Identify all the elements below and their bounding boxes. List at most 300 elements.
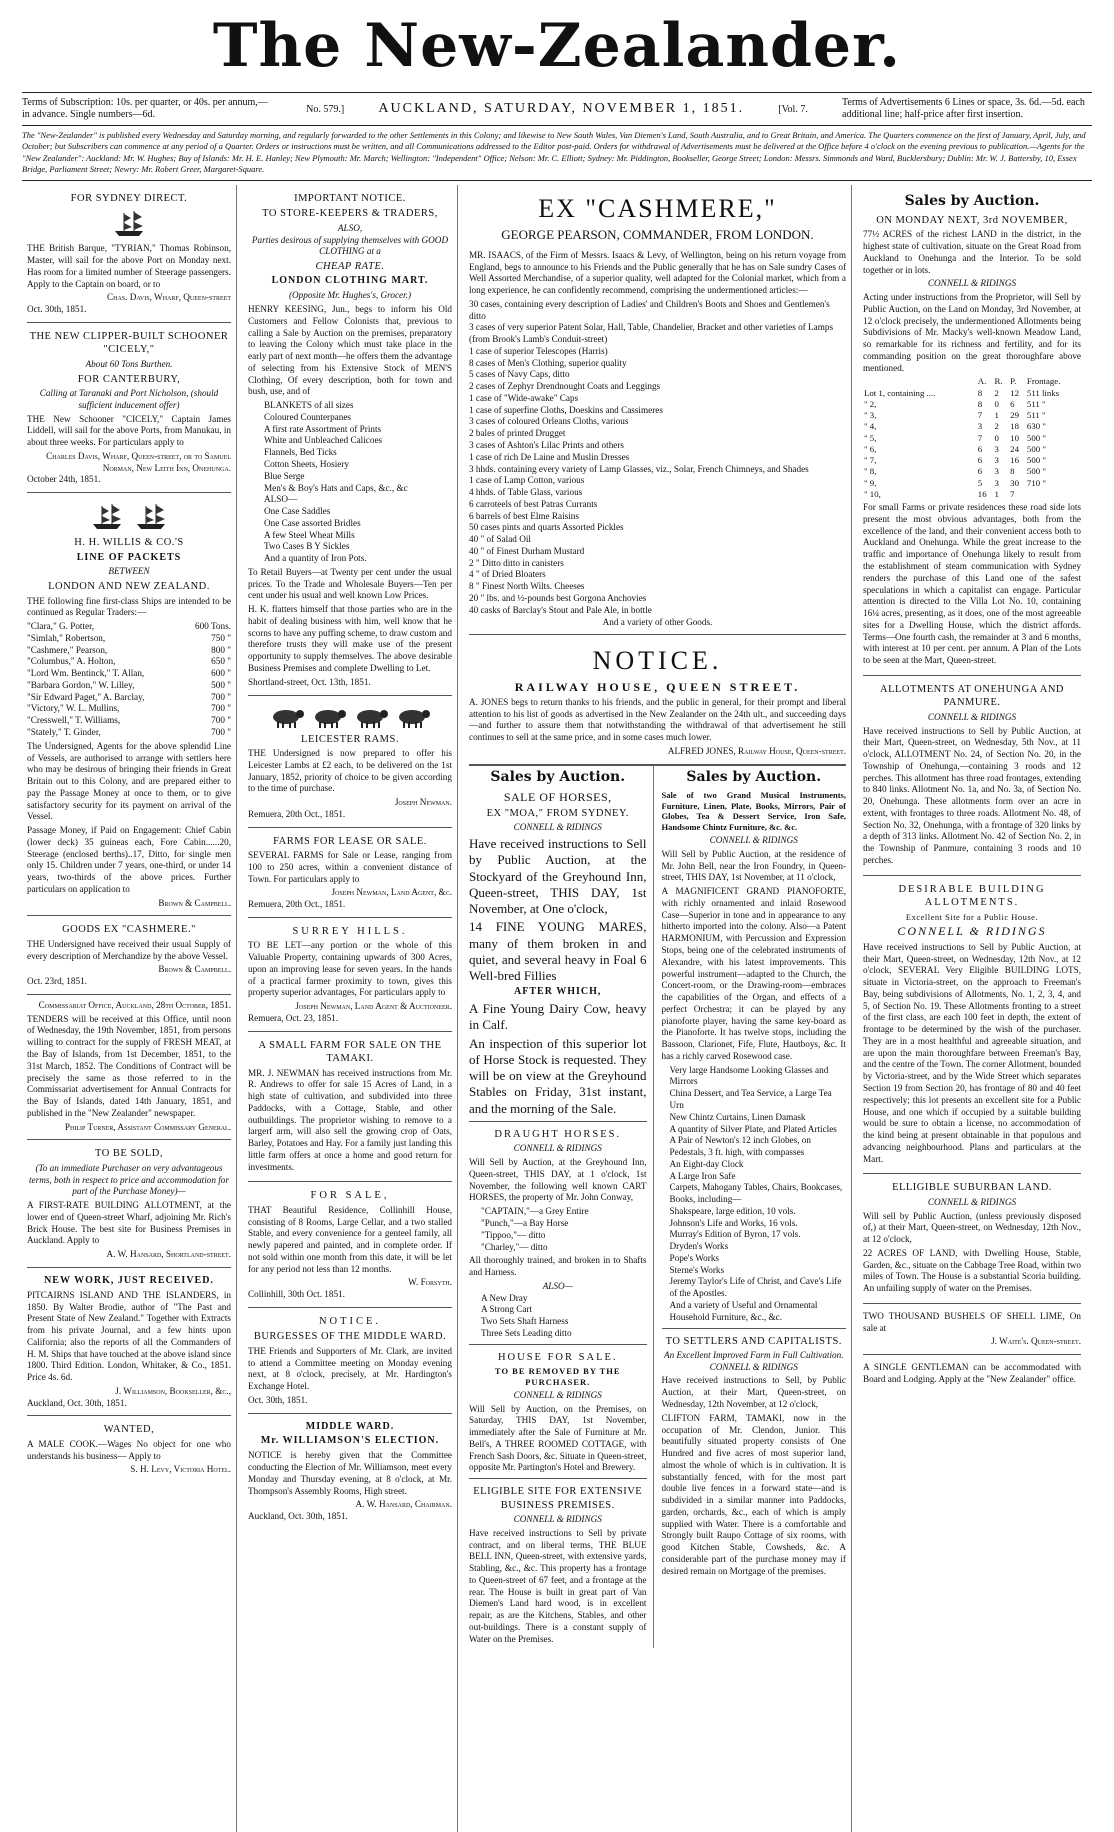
ad-draught-horses <box>469 1121 647 1340</box>
ad-heading-2: FOR CANTERBURY, <box>77 373 181 385</box>
table-cell: 6 <box>977 466 983 477</box>
stock-item: One Case Saddles <box>264 506 331 517</box>
table-cell: 6 <box>977 443 983 454</box>
ad-title: EX "CASHMERE," <box>538 193 777 223</box>
ad-subheading: About 60 Tons Burthen. <box>85 358 173 369</box>
ad-for-sale <box>248 1182 452 1308</box>
subscription-bar <box>22 92 1092 126</box>
table-cell: " 6, <box>864 443 877 454</box>
ship-list-item <box>27 692 231 704</box>
cargo-item: 4 hhds. of Table Glass, various <box>469 487 583 498</box>
lots-table <box>863 376 1081 500</box>
cargo-item: 6 barrels of best Elme Raisins <box>469 510 579 521</box>
ad-signature: J. Williamson, Bookseller, &c., <box>115 1385 231 1396</box>
extras-item: A Strong Cart <box>481 1304 533 1315</box>
ad-dateline: Commissariat Office, Auckland, 28th October, 1851. <box>38 999 231 1010</box>
stock-item: Cotton Sheets, Hosiery <box>264 459 349 469</box>
ad-heading: NEW WORK, JUST RECEIVED. <box>44 1274 214 1286</box>
ad-body: NOTICE is hereby given that the Committee conducting the Election of Mr. Williamson, meet every Monday and Thursday evening, at 8 o'clock, at Mr. Thompson's Assembly Rooms, High street. <box>248 1450 452 1496</box>
ad-body: 77½ ACRES of the richest LAND in the district, in the highest state of cultivation, situate on the Great Road from Auckland to Onehunga and the Interior. To be sold together or in lots. <box>863 229 1081 275</box>
ad-body: HENRY KEESING, Jun., begs to inform his Old Customers and Fellow Colonists that, previous to calling a Sale by Auction on the premises, preparatory to leaving the Colony which must take place in the early part of next month—he offers them the advantage of selecting from his Extensive Stock of MEN'S Clothing, Of every description, both for town and bush, use, and of <box>248 304 452 397</box>
ad-body: A. JONES begs to return thanks to his friends, and the public in general, for their prompt and liberal attention to his list of goods as advertised in the New Zealander on the 24th ult., and succeeding days—and further to assure them that notwithstanding the withdrawal of that advertisement he still continues to sell at the same price, and in some cases much lower. <box>469 696 846 743</box>
table-cell: 511 links <box>1026 387 1060 398</box>
ad-new-work <box>27 1268 231 1416</box>
ad-eligible-site <box>469 1478 647 1645</box>
table-row <box>863 455 1081 466</box>
ad-route: LONDON AND NEW ZEALAND. <box>48 581 210 593</box>
ad-body: SEVERAL FARMS for Sale or Lease, ranging from 100 to 250 acres, within a convenient distance of Town. For particulars apply to <box>248 850 452 884</box>
horse-item: "CAPTAIN,"—a Grey Entire <box>481 1206 589 1217</box>
table-cell: 2 <box>994 421 999 432</box>
ad-desirable <box>863 876 1081 1175</box>
table-cell: " 2, <box>864 398 877 409</box>
ad-heading: SURREY HILLS. <box>292 925 408 937</box>
ship-name: "Cresswell," T. Williams, <box>27 715 121 726</box>
furniture-item: An Eight-day Clock <box>669 1158 744 1169</box>
ad-farms-lease <box>248 828 452 918</box>
columns <box>22 185 1092 1832</box>
ship-list-item <box>27 668 231 680</box>
ad-heading: ALLOTMENTS AT ONEHUNGA AND PANMURE. <box>879 683 1064 709</box>
ad-heading: HOUSE FOR SALE. <box>497 1351 618 1363</box>
horse-list <box>469 1206 647 1253</box>
stock-item: A first rate Assortment of Prints <box>264 423 382 434</box>
auction-left <box>469 766 654 1648</box>
ad-intro: THE following fine first-class Ships are intended to be continued as Regular Traders:— <box>27 595 231 618</box>
ad-leicester-rams <box>248 696 452 828</box>
auctioneer-name: CONNELL & RIDINGS <box>709 1361 798 1372</box>
ad-subheading-2: Parties desirous of supplying themselves with GOOD CLOTHING at a <box>251 234 449 257</box>
ship-illustration <box>27 502 231 532</box>
table-row <box>863 388 1081 399</box>
table-cell: 3 <box>994 443 999 454</box>
ship-name: "Columbus," A. Holton, <box>27 656 116 667</box>
table-header-row <box>863 376 1081 387</box>
ad-goods-cashmere <box>27 916 231 995</box>
ad-heading: DESIRABLE BUILDING ALLOTMENTS. <box>898 883 1046 909</box>
ad-heading: IMPORTANT NOTICE. <box>294 192 406 204</box>
extras-item: A New Dray <box>481 1292 528 1303</box>
table-cell: 29 <box>1010 410 1019 421</box>
ad-heading: MIDDLE WARD. <box>305 1420 395 1432</box>
ad-lead: Sale of two Grand Musical Instruments, Furniture, Linen, Plate, Books, Mirrors, Pair of Globes, Tea & Dessert Service, Iron Safe, Handsome Chintz Furniture, &c. &c. <box>661 789 846 833</box>
ad-body: A FIRST-RATE BUILDING ALLOTMENT, at the lower end of Queen-street Wharf, adjoining Mr. Rich's Brick House. The best site for Business Premises in Auckland. Apply to <box>27 1200 231 1246</box>
ship-list-item <box>27 621 231 633</box>
ship-name: "Barbara Gordon," W. Lilley, <box>27 679 135 690</box>
ad-body: Have received instructions to Sell, by Public Auction, at their Mart, Queen-street, on Wednesday, 12th November, at 12 o'clock, <box>661 1375 846 1410</box>
table-cell: 2 <box>994 387 999 398</box>
table-cell: Lot 1, containing .... <box>864 387 936 398</box>
ad-retail: To Retail Buyers—at Twenty per cent under the usual prices. To the Trade and Wholesale Buyers—Ten per cent under his usual and well known Low Prices. <box>248 566 452 601</box>
table-cell: 511 " <box>1026 410 1046 421</box>
column-2 <box>243 185 458 1832</box>
ad-piano: A MAGNIFICENT GRAND PIANOFORTE, with richly ornamented and inlaid Rosewood Case—Superior in tone and in appearance to any hitherto imported into the colony. Also—a Patent HARMONIUM, with Percussion and Expression Stops, being one of the celebrated instruments of Alexandre, with his latest improvements. This powerful instrument—adapted to the Church, the Concert-room, or the Drawing-room—embraces the capabilities of the Organ, and effects of a perfect Orchestra; it can be played by any pianoforte player, having the same key-board as the Pianoforte. It has twelve stops, including the Bassoon, Clarionet, Fife, Flute, Hautboys, &c. It has a richly carved Rosewood case. <box>661 886 846 1061</box>
ad-body: TO BE LET—any portion or the whole of this Valuable Property, containing upwards of 300 Acres, upon an improving lease for seven years. In the hands of a practical farmer proximity to town, gives this property superior advantages, For particulars apply to <box>248 940 452 998</box>
ad-settlers <box>662 1328 847 1578</box>
ad-mart-title: LONDON CLOTHING MART. <box>271 275 429 287</box>
furniture-item: Very large Handsome Looking Glasses and Mirrors <box>669 1064 829 1087</box>
table-row <box>863 410 1081 421</box>
table-cell: " 9, <box>864 477 877 488</box>
ad-date: Oct. 30th, 1851. <box>27 304 87 315</box>
dateline: AUCKLAND, SATURDAY, NOVEMBER 1, 1851. <box>378 101 745 116</box>
ship-name: "Cashmere," Pearson, <box>27 644 108 655</box>
ship-list-item <box>27 703 231 715</box>
furniture-item: Carpets, Mahogany Tables, Chairs, Bookcases, Books, including— <box>669 1182 843 1205</box>
table-cell: 500 " <box>1026 443 1046 454</box>
furniture-item: Jeremy Taylor's Life of Christ, and Cave's Life of the Apostles. <box>669 1276 842 1299</box>
extras-list <box>469 1293 647 1340</box>
ad-subtitle: RAILWAY HOUSE, QUEEN STREET. <box>514 679 801 694</box>
table-header-cell: R. <box>994 376 1003 387</box>
stock-item: Coloured Counterpanes <box>264 411 352 422</box>
cargo-item: 5 cases of Navy Caps, ditto <box>469 369 570 380</box>
ad-date: Remuera, 20th Oct., 1851. <box>248 808 346 819</box>
ram-icon <box>395 705 431 729</box>
ad-intro: MR. ISAACS, of the Firm of Messrs. Isaacs & Levy, of Wellington, being on his return voyage from England, begs to announce to his Friends and the Public generally that he has on Sale sundry Cases of Well Assorted Merchandise, of a superior quality, well adapted for the Colonial market, which from a long experience, he can confidently recommend, comprising the undermentioned articles:— <box>469 249 846 296</box>
extras-item: Three Sets Leading ditto <box>481 1327 572 1338</box>
cargo-item: 2 bales of printed Drugget <box>469 428 566 439</box>
furniture-item: A Pair of Newton's 12 inch Globes, on Pedestals, 3 ft. high, with compasses <box>669 1135 811 1158</box>
furniture-item: Dryden's Works <box>669 1241 729 1252</box>
ad-date: Auckland, Oct. 30th, 1851. <box>248 1511 348 1522</box>
ad-date: Collinhill, 30th Oct. 1851. <box>248 1289 345 1300</box>
ad-body: THAT Beautiful Residence, Collinhill House, consisting of 8 Rooms, Large Cellar, and a two stalled Stable, and every convenience for a genteel family, all newly papered and painted, and in complete order. If not sold within one month from this date, it will be let for any period not less than 12 months. <box>248 1204 452 1274</box>
cargo-list <box>469 299 846 628</box>
furniture-item: And a variety of Useful and Ornamental Household Furniture, &c., &c. <box>669 1299 818 1322</box>
ad-also: ALSO— <box>542 1280 573 1291</box>
ad-body: Have received instructions to Sell by Public Auction, at their Mart, Queen-street, on Wednesday, 12th Nov., at 12 o'clock, SEVERAL Very Eligible BUILDING LOTS, situate in Victoria-street, on the approach to Freeman's Bay, being subdivisions of Allotments, No. 1, 2, 3, 4, and 5, of Section No. 19. These Allotments fronting to a street of the first class, are each 100 feet in depth, the extent of frontage to be determined by the wish of the purchaser. They are in a most healthful and agreeable situation, and are upon the main thoroughfare between Freeman's Bay, and the centre of the Town. The corner Allotment, bounded by Victoria-street, and by the Wide Street which separates Section 19 from Section 20, has frontage of 80 and 40 feet respectively; this lot presents an excellent site for a Public House, and one which if occupied by a suitable building would be sure to obtain a license, no accommodation of the kind being at present obtainable in that populous and advancing neighbourhood. Plans and particulars at the Mart. <box>863 941 1081 1164</box>
section-heading: Sales by Auction. <box>490 768 626 785</box>
table-cell: " 3, <box>864 410 877 421</box>
cargo-item: 1 case of superfine Cloths, Doeskins and Cassimeres <box>469 404 663 415</box>
ship-list <box>27 621 231 739</box>
ram-icon <box>353 705 389 729</box>
ad-ex-cashmere <box>469 185 846 635</box>
ad-cheap-rate: CHEAP RATE. <box>315 261 385 273</box>
ad-heading: ON MONDAY NEXT, 3rd NOVEMBER, <box>876 214 1068 226</box>
ram-icon <box>311 705 347 729</box>
ad-body: Have received instructions to Sell by Public Auction, at the Stockyard of the Greyhound Inn, Queen-street, THIS DAY, 1st November, at One o'clock, <box>469 836 647 917</box>
auctioneer-name: CONNELL & RIDINGS <box>513 1514 602 1525</box>
ship-list-item <box>27 715 231 727</box>
ad-clifton: CLIFTON FARM, TAMAKI, now in the occupation of Mr. Clendon, Junior. This beautifully situated property consists of One Hundred and five acres of most superior land, almost the whole of which is in cultivation. It is substantially fenced, with for the most part double live fences in a forward state—and is subdivided in a similar manner into Paddocks, garden, orchards, &c., each of which is amply supplied with Water. There is a comfortable and Strongly built Raupo Cottage of six rooms, with good Kitchen Stable, Cowsheds, &c. A considerable part of the purchase money may if desired remain on Mortgage of the premises. <box>661 1412 846 1576</box>
furniture-item: A Large Iron Safe <box>669 1170 736 1181</box>
table-cell: 8 <box>977 398 983 409</box>
ship-list-item <box>27 727 231 739</box>
ad-date: October 24th, 1851. <box>27 474 101 485</box>
furniture-item: Shakspeare, large edition, 10 vols. <box>669 1205 796 1216</box>
table-cell: 3 <box>994 466 999 477</box>
cargo-item: 30 cases, containing every description of Ladies' and Children's Boots and Shoes and Gentlemen's ditto <box>469 298 830 321</box>
horse-item: "Charley,"— ditto <box>481 1241 548 1252</box>
cargo-item: 8 cases of Men's Clothing, superior quality <box>469 357 627 368</box>
auctioneer-name: CONNELL & RIDINGS <box>927 1196 1017 1207</box>
ship-tons: 700 " <box>211 726 231 737</box>
table-cell <box>1026 489 1081 500</box>
stock-item: Men's & Boy's Hats and Caps, &c., &c <box>264 482 408 493</box>
ad-signature: A. W. Hansard, Shortland-street. <box>106 1249 231 1260</box>
column-3 <box>464 185 852 1832</box>
ad-body: A MALE COOK.—Wages No object for one who understands his business— Apply to <box>27 1438 231 1461</box>
table-header-cell: A. <box>977 376 987 387</box>
ship-tons: 500 " <box>211 679 231 690</box>
ad-subheading: TO BE REMOVED BY THE PURCHASER. <box>494 1366 621 1387</box>
ad-allotments <box>863 676 1081 876</box>
cargo-item: 1 case of "Wide-awake" Caps <box>469 392 579 403</box>
stock-item: BLANKETS of all sizes <box>264 400 354 411</box>
table-cell: 7 <box>977 410 983 421</box>
table-row <box>863 466 1081 477</box>
cargo-item: 2 " Ditto ditto in canisters <box>469 557 564 568</box>
ad-body-2: Acting under instructions from the Proprietor, will Sell by Public Auction, on the Land on Monday, 3rd November, at 12 o'clock precisely, the undermentioned Allotments being Subdivisions of Mr. Macky's well-known Meadow Land, so remarkable for its richness and fertility, and for its commanding position on the great thoroughfare above mentioned. <box>863 292 1081 373</box>
ad-railway-house <box>469 635 846 764</box>
ad-signature: ALFRED JONES, Railway House, Queen-street. <box>667 745 846 756</box>
table-cell: 6 <box>1010 398 1015 409</box>
stock-item: And a quantity of Iron Pots. <box>264 553 367 564</box>
ad-heading: ELLIGIBLE SUBURBAN LAND. <box>892 1182 1052 1194</box>
ship-tons: 600 " <box>211 668 231 679</box>
cargo-item: 40 " of Finest Durham Mustard <box>469 545 585 556</box>
table-cell: 500 " <box>1026 466 1046 477</box>
ad-body: MR. J. NEWMAN has received instructions from Mr. R. Andrews to offer for sale 15 Acres of Land, in a high state of cultivation, and subdivided into three Paddocks, with a Cottage, Stable, and other outbuildings. The proprietor wishing to remove to a largerf arm, will also sell the growing crop of Oats, Barley, Potatoes and Hay. For a family just landing this little farm offers at once a home and good return for investments. <box>248 1067 452 1172</box>
ad-also: ALSO, <box>337 222 363 233</box>
ad-willis-packets <box>27 493 231 916</box>
ad-date: Remuera, 20th Oct., 1851. <box>248 899 346 910</box>
table-cell: 0 <box>994 398 999 409</box>
ad-signature: A. W. Hansard, Chairman. <box>355 1499 452 1510</box>
ad-heading: LEICESTER RAMS. <box>301 733 399 745</box>
ship-name: "Clara," G. Potter, <box>27 621 95 632</box>
ad-heading: TO SETTLERS AND CAPITALISTS. <box>665 1335 842 1347</box>
ad-flatters: H. K. flatters himself that those parties who are in the habit of dealing business with him, well know that he scorns to have any puffing scheme, to draw custom and therefore trusts they will make use of the present opportunity to supply themselves. The above desirable Business Premises and complete Dwelling to Let. <box>248 604 452 674</box>
ad-body: THE New Schooner "CICELY," Captain James Liddell, will sail for the above Ports, from Manukau, in about three weeks. For particulars apply to <box>27 413 231 448</box>
auctioneer-name: CONNELL & RIDINGS <box>513 1143 602 1154</box>
ad-body: Will sell by Public Auction, (unless previously disposed of,) at their Mart, Queen-street, on Wednesday, 12th Nov., at 12 o'clock, <box>863 1210 1081 1245</box>
ship-list-item <box>27 633 231 645</box>
furniture-item: China Dessert, and Tea Service, a Large Tea Urn <box>669 1088 832 1110</box>
table-cell: 0 <box>994 432 999 443</box>
cargo-item: 1 case of superior Telescopes (Harris) <box>469 345 608 356</box>
ad-fares: Passage Money, if Paid on Engagement: Chief Cabin (lower deck) 35 guineas each, Fore Cabin......20, Steerage (enclosed berths)..17, Ditto, for single men only 15. Children under 7 years, one-third, or under 14 years, two-thirds of the above prices. Further particulars on application to <box>27 825 231 894</box>
ad-after: AFTER WHICH, <box>514 986 602 998</box>
furniture-item: Murray's Edition of Byron, 17 vols. <box>669 1229 801 1240</box>
ram-icon <box>269 705 305 729</box>
stock-item: Two Cases B Y Sickles <box>264 541 350 552</box>
ad-signature: Charles Davis, Wharf, Queen-street, or to Samuel Norman, New Leith Inn, Onehunga. <box>46 450 231 473</box>
cargo-item: 4 " of Dried Bloaters <box>469 569 546 580</box>
ad-signature: Chas. Davis, Wharf, Queen-street <box>107 292 231 303</box>
furniture-item: Pope's Works <box>669 1252 719 1263</box>
stock-item: Blue Serge <box>264 470 305 481</box>
ship-tons: 700 " <box>211 703 231 714</box>
table-cell: 16 <box>977 488 987 499</box>
ad-tenders <box>27 995 231 1140</box>
auctioneer-name: CONNELL & RIDINGS <box>897 924 1047 939</box>
table-cell: 30 <box>1010 477 1019 488</box>
ad-body: THE Friends and Supporters of Mr. Clark, are invited to attend a Committee meeting on Monday evening next, at 8 o'clock, precisely, at Mr. Hardington's Exchange Hotel. <box>248 1345 452 1392</box>
ad-signature: Philip Turner, Assistant Commissary General. <box>64 1121 231 1132</box>
ad-date: Shortland-street, Oct. 13th, 1851. <box>248 676 371 687</box>
ad-subheading: Excellent Site for a Public House. <box>905 911 1039 922</box>
table-cell: 1 <box>994 488 999 499</box>
ship-icon <box>134 502 168 532</box>
table-cell: 10 <box>1010 432 1019 443</box>
table-cell: 8 <box>977 387 983 398</box>
ship-name: "Victory," W. L. Mullins, <box>27 703 120 714</box>
ad-middle-ward <box>248 1414 452 1529</box>
horse-item: "Tippoo,"— ditto <box>481 1229 546 1240</box>
ad-subheading-2: Calling at Taranaki and Port Nicholson, (should sufficient inducement offer) <box>39 387 219 410</box>
auctioneer-name: CONNELL & RIDINGS <box>513 822 602 833</box>
ad-body: The Undersigned, Agents for the above splendid Line of Vessels, are authorised to arrange with settlers here who may be desirous of bringing their friends in Great Britain out to this Colony, and are prepared either to pay the Passage Money at once to them, or to give satisfactory security for its payment on arrival of the Vessel. <box>27 740 231 822</box>
cargo-item: 6 carroteels of best Patras Currants <box>469 498 598 509</box>
ad-signature: J. Waite's. Queen-street. <box>991 1336 1081 1347</box>
table-cell: 1 <box>994 410 999 421</box>
auction-split <box>469 765 846 1648</box>
ad-subheading: TO STORE-KEEPERS & TRADERS, <box>262 208 438 220</box>
subscription-terms: Terms of Subscription: 10s. per quarter, or 40s. per annum,—in advance. Single numbers—6d. <box>22 97 268 120</box>
ad-shell-lime <box>863 1304 1081 1355</box>
imprint: The "New-Zealander" is published every Wednesday and Saturday morning, and regularly forwarded to the other Settlements in this Colony; and likewise to New South Wales, Van Diemen's Land, South Australia, and to Great Britain, and America. The Quarters commence on the first of January, April, July, and October; but Subscribers can commence at any period of a Quarter. Orders or instructions must be written, and all Communications addressed to the Editor post-paid. Orders for withdrawal of Advertisements must be delivered at the Office before 4 o'clock on the evening previous to publication.—Agents for the "New Zealander": Auckland: Mr. W. Hughes; Bay of Islands: Mr. H. E. Hanley; New Plymouth: Mr. March; Wellington: "Independent" Office; Nelson: Mr. C. Elliott; Sydney: Mr. Piddington, Bookseller, George Street; London: Messrs. Simmonds and Ward, Bucklersbury; Dublin: Mr. W. J. Battersby, 10, Essex Bridge, Parliament Street; Newry: Mr. Robert Greer, Margaret-Square. <box>22 130 1092 181</box>
stock-item: A few Steel Wheat Mills <box>264 529 355 540</box>
furniture-item: New Chintz Curtains, Linen Damask <box>669 1111 806 1122</box>
ship-list-item <box>27 680 231 692</box>
ad-signature: Joseph Newman. <box>394 797 452 808</box>
ship-illustration <box>27 209 231 239</box>
ad-big-lot: 14 FINE YOUNG MARES, many of them broken in and quiet, and several heavy in Foal 6 Well-bred Fillies <box>469 919 647 984</box>
ship-tons: 700 " <box>211 715 231 726</box>
ad-body: Have received instructions to Sell by private contract, and on liberal terms, THE BLUE BELL INN, Queen-street, with extensive yards, Stabling, &c., &c. This property has a frontage to Queen-street of 67 feet, and a frontage at the rear. The House is built in great part of Van Diemen's Land hard wood, is in excellent repair, as are the Kitchens, Stables, and other out-buildings. There is a constant supply of Water on the Premises. <box>469 1527 647 1644</box>
table-cell: " 5, <box>864 432 877 443</box>
cargo-item: 2 cases of Zephyr Drendnought Coats and Leggings <box>469 381 661 392</box>
ad-title: NOTICE. <box>592 646 723 676</box>
table-row <box>863 421 1081 432</box>
table-cell: 8 <box>1010 466 1015 477</box>
table-cell: " 4, <box>864 421 877 432</box>
ad-monday-sale <box>863 185 1081 676</box>
stock-item: White and Unbleached Calicoes <box>264 435 383 446</box>
ad-suburban <box>863 1174 1081 1304</box>
ad-body-3: For small Farms or private residences these road side lots present the most obvious advantages, both from the excellence of the land, and their convenient access both to Auckland and Onehunga. While the great increase to the traffic and importance of Onehunga likely to result from the establishment of steam communication with Sydney renders the purchase of this Land one of the safest speculations in which a capitalist can engage. Particular attention is directed to the Villa Lot No. 10, containing 16¼ acres, presenting, as it does, one of the most agreeable sites for a Dwelling House, which the district affords. Terms—One fourth cash, the remainder at 3 and 6 months, with interest at 10 per cent. per annum. A Plan of the Lots to be seen at the Mart, Queen-street. <box>863 502 1081 666</box>
ad-date: Oct. 23rd, 1851. <box>27 976 87 987</box>
table-cell: 3 <box>994 477 999 488</box>
table-cell: 7 <box>1010 488 1015 499</box>
table-header-cell: Frontage. <box>1026 376 1061 387</box>
ad-body: A SINGLE GENTLEMAN can be accommodated with Board and Lodging. Apply at the "New Zealander" office. <box>863 1362 1081 1384</box>
ship-name: "Simlah," Robertson, <box>27 632 106 643</box>
ship-name: "Sir Edward Paget," A. Barclay, <box>27 691 145 702</box>
table-cell: 511 " <box>1026 398 1046 409</box>
furniture-list <box>662 1065 847 1324</box>
ad-small-farm <box>248 1032 452 1183</box>
table-cell: 500 " <box>1026 455 1046 466</box>
stock-item: Flannels, Bed Ticks <box>264 447 337 458</box>
ad-heading: GOODS EX "CASHMERE." <box>62 924 196 936</box>
ad-signature: Joseph Newman, Land Agent & Auctioneer. <box>295 1001 452 1012</box>
cargo-item: 3 hhds. containing every variety of Lamp Glasses, viz., Solar, French Chimneys, and Shades <box>469 463 809 474</box>
table-cell: 24 <box>1010 443 1019 454</box>
ad-body: Have received instructions to Sell by Public Auction, at their Mart, Queen-street, on Wednesday, 5th Nov., at 11 o'clock, ALLOTMENT No. 24, of Section No. 20, in the Township of Onehunga,—containing 3 roods and 12 perches. This allotment has three road frontages, extending to 840 links. Allotment No. 1a, and No. 3a, of Section No. 20, Onehunga. These allotments form over an acre in extent, with frontages to three roads. Allotment No. 48, of Section No. 32, Onehunga, with a frontage of 320 links by a depth of 313 links. Allotment No. 42 of Section No. 2, in the Township of Panmure, containing 3 roods and 10 perches. <box>863 725 1081 865</box>
auctioneer-name: CONNELL & RIDINGS <box>513 1389 602 1400</box>
cargo-item: 40 casks of Barclay's Stout and Pale Ale, in bottle <box>469 604 652 615</box>
ad-acres: 22 ACRES OF LAND, with Dwelling House, Stable, Garden, &c., situate on the Cabbage Tree Road, within two miles of Town. The House is a substantial Scoria building. An unfailing supply of water on the Premises. <box>863 1247 1081 1294</box>
ad-cow: A Fine Young Dairy Cow, heavy in Calf. <box>469 1001 647 1033</box>
ad-broken: All thoroughly trained, and broken in to Shafts and Harness. <box>469 1255 647 1278</box>
ad-line-title: LINE OF PACKETS <box>76 551 182 563</box>
ad-house-for-sale <box>469 1344 647 1475</box>
table-cell: " 7, <box>864 455 877 466</box>
section-heading: Sales by Auction. <box>686 768 822 785</box>
ad-signature: Brown & Campbell. <box>158 897 231 908</box>
masthead-title: The New-Zealander. <box>212 11 902 81</box>
furniture-item: Sterne's Works <box>669 1264 725 1275</box>
cargo-item: And a variety of other Goods. <box>602 616 713 627</box>
ad-subheading: Mr. WILLIAMSON'S ELECTION. <box>260 1435 440 1447</box>
table-cell: 710 " <box>1026 477 1046 488</box>
ad-body: TENDERS will be received at this Office, until noon of Wednesday, the 19th November, 1851, from persons willing to contract for the supply of FRESH MEAT, at the Bay of Islands, from 1st December, 1851, to the 31st March, 1852. The Conditions of Contract will be precisely the same as those referred to in the Commissariat advertisement for Annual Contracts for the Bay of Islands, dated 14th January, 1851, and published in the "New Zealander" newspaper. <box>27 1013 231 1118</box>
table-cell: 7 <box>977 432 983 443</box>
ad-body: THE Undersigned have received their usual Supply of every description of Merchandize by the above Vessel. <box>27 938 231 961</box>
ad-date: Oct. 30th, 1851. <box>248 1394 308 1405</box>
ad-cicely <box>27 323 231 493</box>
ad-heading: WANTED, <box>103 1424 155 1436</box>
ad-heading: FOR SALE, <box>310 1190 390 1202</box>
ad-heading: THE NEW CLIPPER-BUILT SCHOONER "CICELY," <box>29 330 229 356</box>
cargo-item: 50 cases pints and quarts Assorted Pickles <box>469 522 624 533</box>
ad-signature: W. Forsyth. <box>408 1277 452 1288</box>
advertisement-terms: Terms of Advertisements 6 Lines or space, 3s. 6d.—5d. each additional line; half-price after first insertion. <box>842 97 1085 120</box>
column-1 <box>22 185 237 1832</box>
extras-item: Two Sets Shaft Harness <box>481 1316 569 1327</box>
ad-heading: FARMS FOR LEASE OR SALE. <box>273 835 427 847</box>
table-cell: 18 <box>1010 421 1019 432</box>
ad-subheading: EX "MOA," FROM SYDNEY. <box>486 807 629 819</box>
ad-subheading: BURGESSES OF THE MIDDLE WARD. <box>253 1331 447 1343</box>
table-cell: 500 " <box>1026 432 1046 443</box>
table-row <box>863 478 1081 489</box>
ad-heading: DRAUGHT HORSES. <box>494 1128 622 1140</box>
ship-icon <box>90 502 124 532</box>
auctioneer-name: CONNELL & RIDINGS <box>927 278 1017 289</box>
ad-gentleman <box>863 1355 1081 1394</box>
cargo-item: 3 cases of Ashton's Lilac Prints and others <box>469 440 625 451</box>
ship-name: "Lord Wm. Bentinck," T. Allan, <box>27 668 145 679</box>
ship-icon <box>112 209 146 239</box>
ship-list-item <box>27 645 231 657</box>
horse-item: "Punch,"—a Bay Horse <box>481 1218 569 1229</box>
ad-heading: A SMALL FARM FOR SALE ON THE TAMAKI. <box>258 1039 442 1065</box>
ad-wanted <box>27 1416 231 1482</box>
cargo-item: 8 " Finest North Wilts. Cheeses <box>469 581 585 592</box>
table-cell: 5 <box>977 477 983 488</box>
section-heading: Sales by Auction. <box>904 192 1040 209</box>
table-row <box>863 444 1081 455</box>
ad-body: Will Sell by Auction, on the Premises, on Saturday, THIS DAY, 1st November, immediately after the Sale of Furniture at Mr. Bell's, A THREE ROOMED COTTAGE, with French Sash Doors, &c. Situate in Queen-street, opposite Mr. Partington's Hotel and Brewery. <box>469 1403 647 1473</box>
ad-heading: TO BE SOLD, <box>94 1148 164 1160</box>
ad-between: BETWEEN <box>108 566 150 577</box>
table-cell: 3 <box>994 455 999 466</box>
ad-heading: ELIGIBLE SITE FOR EXTENSIVE BUSINESS PREMISES. <box>473 1486 643 1511</box>
table-row <box>863 399 1081 410</box>
furniture-item: Johnson's Life and Works, 16 vols. <box>669 1217 798 1228</box>
ad-signature: S. H. Levy, Victoria Hotel. <box>130 1464 231 1475</box>
ad-opposite: (Opposite Mr. Hughes's, Grocer.) <box>288 290 412 301</box>
ad-heading: SALE OF HORSES, <box>503 789 612 804</box>
ad-to-be-sold <box>27 1140 231 1268</box>
table-cell: 16 <box>1010 455 1019 466</box>
ad-body: THE British Barque, "TYRIAN," Thomas Robinson, Master, will sail for the above Port on Monday next. Has room for a limited number of Steerage passengers. Apply to the Captain on board, or to <box>27 243 231 289</box>
